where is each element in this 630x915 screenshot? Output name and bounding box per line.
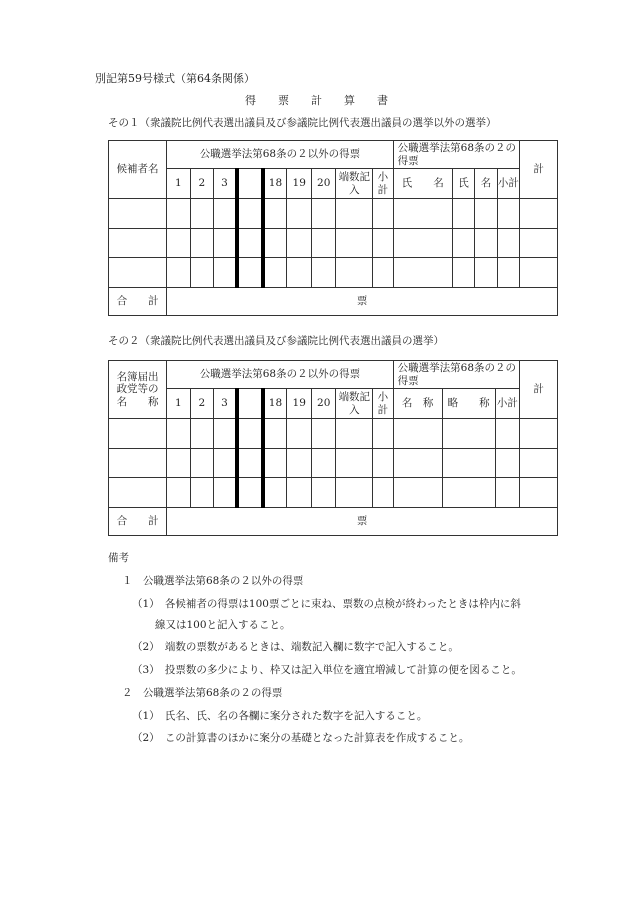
table-row bbox=[109, 478, 558, 508]
col-20: 20 bbox=[311, 389, 335, 419]
col-2: 2 bbox=[190, 389, 213, 419]
table-row bbox=[109, 449, 558, 478]
total-label: 合 計 bbox=[109, 288, 167, 316]
col-subtotal-a: 小計 bbox=[373, 169, 393, 199]
vote-table-1 bbox=[108, 140, 558, 316]
table-row bbox=[109, 419, 558, 449]
header-total: 計 bbox=[520, 141, 558, 199]
col-gap bbox=[237, 169, 263, 199]
notes-item-2: ２ 公職選挙法第68条の２の得票 bbox=[122, 687, 283, 699]
notes-item-2-2: （2） この計算書のほかに案分の基礎となった計算表を作成すること。 bbox=[132, 732, 470, 744]
document-title: 得 票 計 算 書 bbox=[245, 94, 388, 107]
vote-table-2 bbox=[108, 360, 558, 536]
col-fraction: 端数記入 bbox=[336, 389, 373, 419]
notes-heading: 備考 bbox=[108, 552, 129, 564]
section2-caption: その２（衆議院比例代表選出議員及び参議院比例代表選出議員の選挙） bbox=[108, 335, 444, 347]
table-row bbox=[109, 199, 558, 229]
col-3: 3 bbox=[214, 389, 237, 419]
col-20: 20 bbox=[311, 169, 335, 199]
col-3: 3 bbox=[214, 169, 237, 199]
col-abbreviation: 略 称 bbox=[442, 389, 495, 419]
table-row bbox=[109, 229, 558, 258]
col-19: 19 bbox=[287, 169, 311, 199]
col-subtotal-a: 小計 bbox=[373, 389, 393, 419]
col-fraction: 端数記入 bbox=[336, 169, 373, 199]
header-group-b: 公職選挙法第68条の２の得票 bbox=[393, 141, 519, 169]
col-19: 19 bbox=[287, 389, 311, 419]
header-candidate-name: 候補者名 bbox=[109, 141, 167, 199]
header-group-a: 公職選挙法第68条の２以外の得票 bbox=[167, 361, 394, 389]
col-18: 18 bbox=[263, 169, 287, 199]
col-full-name: 氏 名 bbox=[393, 169, 452, 199]
total-votes-unit: 票 bbox=[167, 288, 558, 316]
col-18: 18 bbox=[263, 389, 287, 419]
col-subtotal-b: 小計 bbox=[497, 169, 519, 199]
notes-item-1-2: （2） 端数の票数があるときは、端数記入欄に数字で記入すること。 bbox=[132, 641, 459, 653]
col-party-name: 名 称 bbox=[393, 389, 442, 419]
header-party-name: 名簿届出政党等の名 称 bbox=[109, 361, 167, 419]
total-label: 合 計 bbox=[109, 508, 167, 536]
section1-caption: その１（衆議院比例代表選出議員及び参議院比例代表選出議員の選挙以外の選挙） bbox=[108, 117, 497, 129]
table-row bbox=[109, 258, 558, 288]
header-total: 計 bbox=[520, 361, 558, 419]
col-2: 2 bbox=[190, 169, 213, 199]
total-votes-unit: 票 bbox=[167, 508, 558, 536]
notes-item-1-3: （3） 投票数の多少により、枠又は記入単位を適宜増減して計算の便を図ること。 bbox=[132, 664, 522, 676]
col-subtotal-b: 小計 bbox=[495, 389, 519, 419]
notes-item-2-1: （1） 氏名、氏、名の各欄に案分された数字を記入すること。 bbox=[132, 710, 428, 722]
header-group-b: 公職選挙法第68条の２の得票 bbox=[393, 361, 520, 389]
col-given-name: 名 bbox=[475, 169, 497, 199]
col-gap bbox=[237, 389, 263, 419]
col-1: 1 bbox=[167, 169, 190, 199]
col-surname: 氏 bbox=[452, 169, 474, 199]
header-group-a: 公職選挙法第68条の２以外の得票 bbox=[167, 141, 394, 169]
col-1: 1 bbox=[167, 389, 190, 419]
form-number: 別記第59号様式（第64条関係） bbox=[95, 72, 255, 85]
notes-item-1: １ 公職選挙法第68条の２以外の得票 bbox=[122, 575, 304, 587]
notes-item-1-1-cont: 線又は100と記入すること。 bbox=[155, 619, 291, 631]
notes-item-1-1: （1） 各候補者の得票は100票ごとに束ね、票数の点検が終わったときは枠内に斜 bbox=[132, 598, 521, 610]
